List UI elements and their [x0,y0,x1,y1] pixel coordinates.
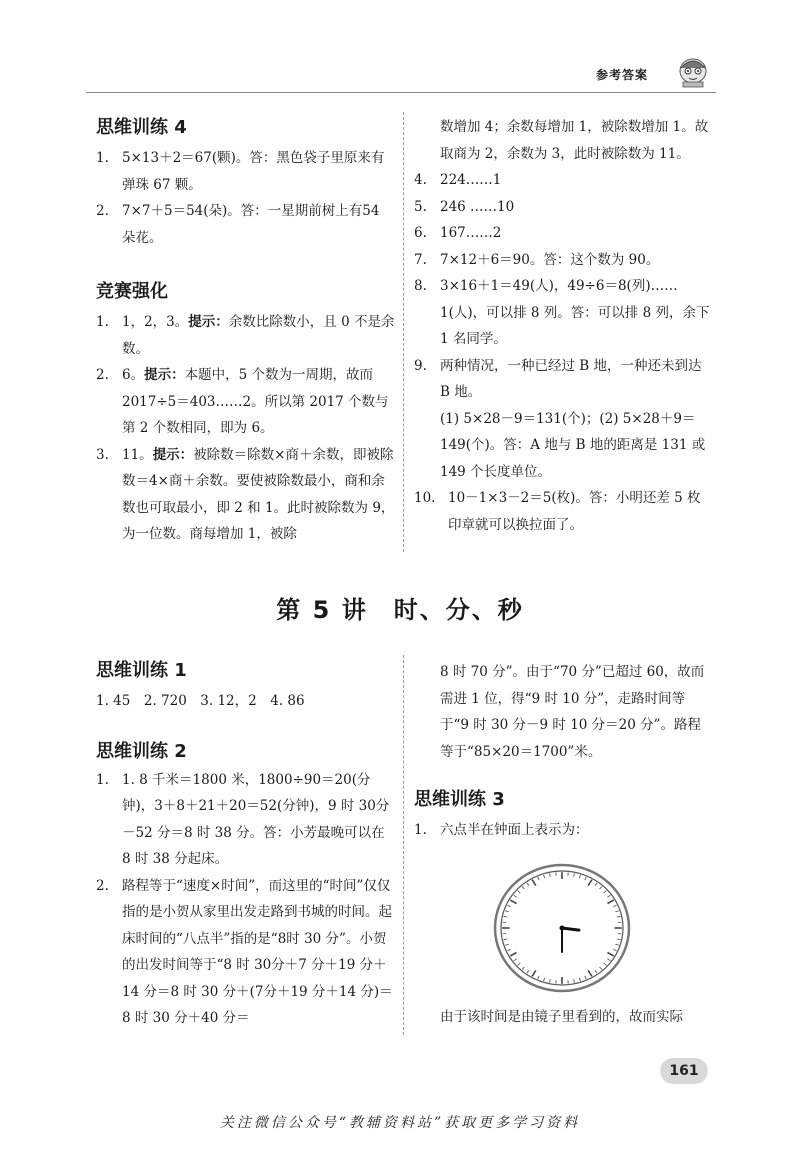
list-item: 8. 3×16＋1＝49(人)，49÷6＝8(列)……1(人)，可以排 8 列。答：可以排 8 列，余下 1 名同学。 [414,278,710,347]
bottom-left-column [96,660,396,1032]
list-item: 3. 11。提示：被除数＝除数×商＋余数，即被除数＝4×商＋余数。要使被除数最小，商和余数也可取最小，即 2 和 1。此时被除数为 9，为一位数。商每增加 1，被除 [96,446,395,542]
page-number-badge [660,1058,708,1084]
list-item: 1. 1. 8 千米＝1800 米，1800÷90＝20(分钟)，3＋8＋21＋20＝52(分钟)，9 时 30分－52 分＝8 时 38 分。答：小芳最晚可以在 8 时 38 分起床。 [96,771,390,867]
section-title: 思维训练 3 [414,789,505,810]
list-item: 5. 246 ……10 [414,198,515,215]
list-item: 7. 7×12＋6＝90。答：这个数为 90。 [414,251,660,268]
page-number: 161 [669,1063,699,1079]
list-item: 2. 路程等于“速度×时间”，而这里的“时间”仅仅指的是小贺从家里出发走路到书城的时间。起床时间的“八点半”指的是“8时 30 分”。小贺的出发时间等于“8 时 30分＋7 分＋19 分＋14 分＝8 时 30 分＋(7分＋19 分＋14 分)＝8 时 30 分＋40 分＝ [96,877,393,1026]
section-title: 思维训练 4 [96,117,187,138]
list-item: 1. 5×13＋2＝67(颗)。答：黑色袋子里原来有弹珠 67 颗。 [96,150,385,193]
list-item: (1) 5×28－9＝131(个)；(2) 5×28＋9＝149(个)。答：A 地与 B 地的距离是 131 或 149 个长度单位。 [440,410,706,480]
continuation-text: 8 时 70 分”。由于“70 分”已超过 60，故而需进 1 位，得“9 时 10 分”，走路时间等于“9 时 30 分－9 时 10 分＝20 分”。路程等于“85×20＝1700”米。 [440,664,705,760]
column-divider-bottom [403,655,404,1035]
list-item: 2. 6。提示：本题中，5 个数为一周期，故而2017÷5＝403……2。所以第 2017 个数与第 2 个数相同，即为 6。 [96,367,389,436]
section-title: 思维训练 2 [96,740,187,762]
chapter-title: 第 5 讲 时、分、秒 [276,596,524,624]
list-item: 1. 六点半在钟面上表示为： [414,822,589,838]
section-title: 思维训练 1 [96,660,187,681]
top-left-column [96,117,396,548]
column-divider-top [403,112,404,552]
after-clock-text: 由于该时间是由镜子里看到的，故而实际 [440,1009,683,1025]
header [590,56,720,90]
continuation-text: 数增加 4；余数每增加 1，被除数增加 1。故取商为 2，余数为 3，此时被除数为 11。 [440,119,709,162]
list-item: 6. 167……2 [414,225,502,241]
list-item: 9. 两种情况，一种已经过 B 地，一种还未到达 B 地。 [414,357,702,400]
header-label: 参考答案 [596,68,649,82]
top-right-column [414,114,714,538]
clock-hour-hand [562,928,579,930]
mascot-icon [676,56,710,88]
list-item: 10. 10－1×3－2＝5(枚)。答：小明还差 5 枚印章就可以换拉面了。 [414,490,701,533]
header-rule [86,92,716,93]
footer-note: 关注微信公众号“教辅资料站”获取更多学习资料 [219,1115,581,1131]
list-item: 4. 224……1 [414,172,502,188]
section-title: 竞赛强化 [96,281,168,302]
list-item: 1. 1，2，3。提示：余数比除数小，且 0 不是余数。 [96,314,395,357]
answers-line: 1. 45 2. 720 3. 12，2 4. 86 [96,693,305,709]
clock-center [560,926,565,931]
bottom-right-column [414,659,714,844]
list-item: 2. 7×7＋5＝54(朵)。答：一星期前树上有54 朵花。 [96,203,380,246]
clock-face [493,863,631,993]
